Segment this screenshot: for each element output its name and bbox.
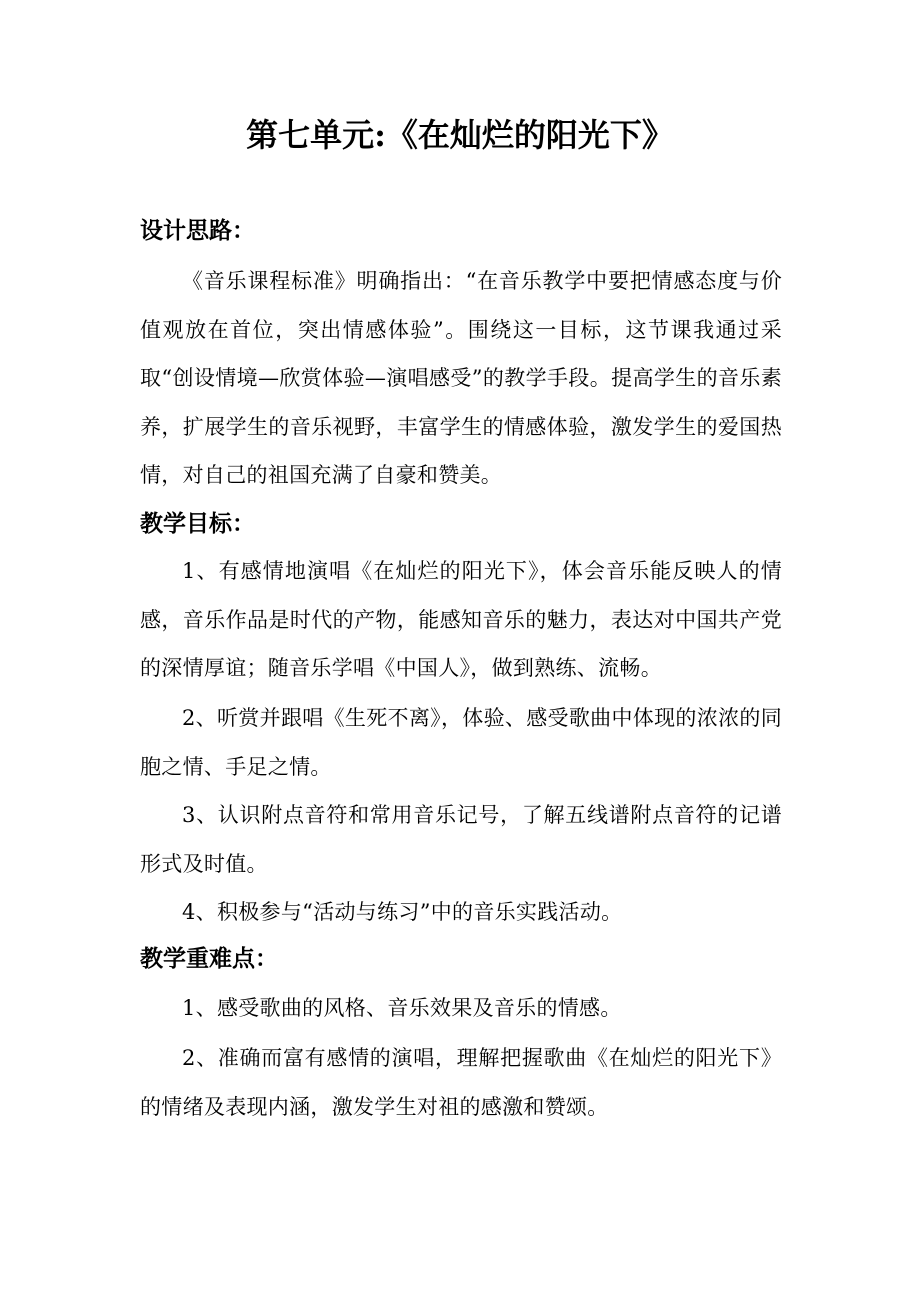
- section-heading-design-ideas: 设计思路：: [140, 217, 255, 244]
- paragraph-goal-3: 3、认识附点音符和常用音乐记号，了解五线谱附点音符的记谱形式及时值。: [140, 803, 782, 876]
- section-heading-key-points: 教学重难点：: [140, 945, 278, 972]
- page-title: 第七单元:《在灿烂的阳光下》: [246, 116, 674, 154]
- paragraph-goal-1: 1、有感情地演唱《在灿烂的阳光下》，体会音乐能反映人的情感，音乐作品是时代的产物，能感知音乐的魅力，表达对中国共产党的深情厚谊；随音乐学唱《中国人》，做到熟练、流畅。: [140, 559, 782, 680]
- paragraph-key-point-1: 1、感受歌曲的风格、音乐效果及音乐的情感。: [182, 996, 622, 1020]
- paragraph-goal-4: 4、积极参与“活动与练习”中的音乐实践活动。: [182, 900, 623, 924]
- paragraph-design-ideas: 《音乐课程标准》明确指出：“在音乐教学中要把情感态度与价值观放在首位，突出情感体验”。围绕这一目标，这节课我通过采取“创设情境—欣赏体验—演唱感受”的教学手段。提高学生的音乐素养，扩展学生的音乐视野，丰富学生的情感体验，激发学生的爱国热情，对自己的祖国充满了自豪和赞美。: [140, 269, 782, 487]
- section-heading-teaching-goals: 教学目标：: [140, 510, 255, 537]
- paragraph-key-point-2: 2、准确而富有感情的演唱，理解把握歌曲《在灿烂的阳光下》的情绪及表现内涵，激发学生对祖的感激和赞颂。: [140, 1046, 782, 1119]
- paragraph-goal-2: 2、听赏并跟唱《生死不离》，体验、感受歌曲中体现的浓浓的同胞之情、手足之情。: [140, 706, 782, 779]
